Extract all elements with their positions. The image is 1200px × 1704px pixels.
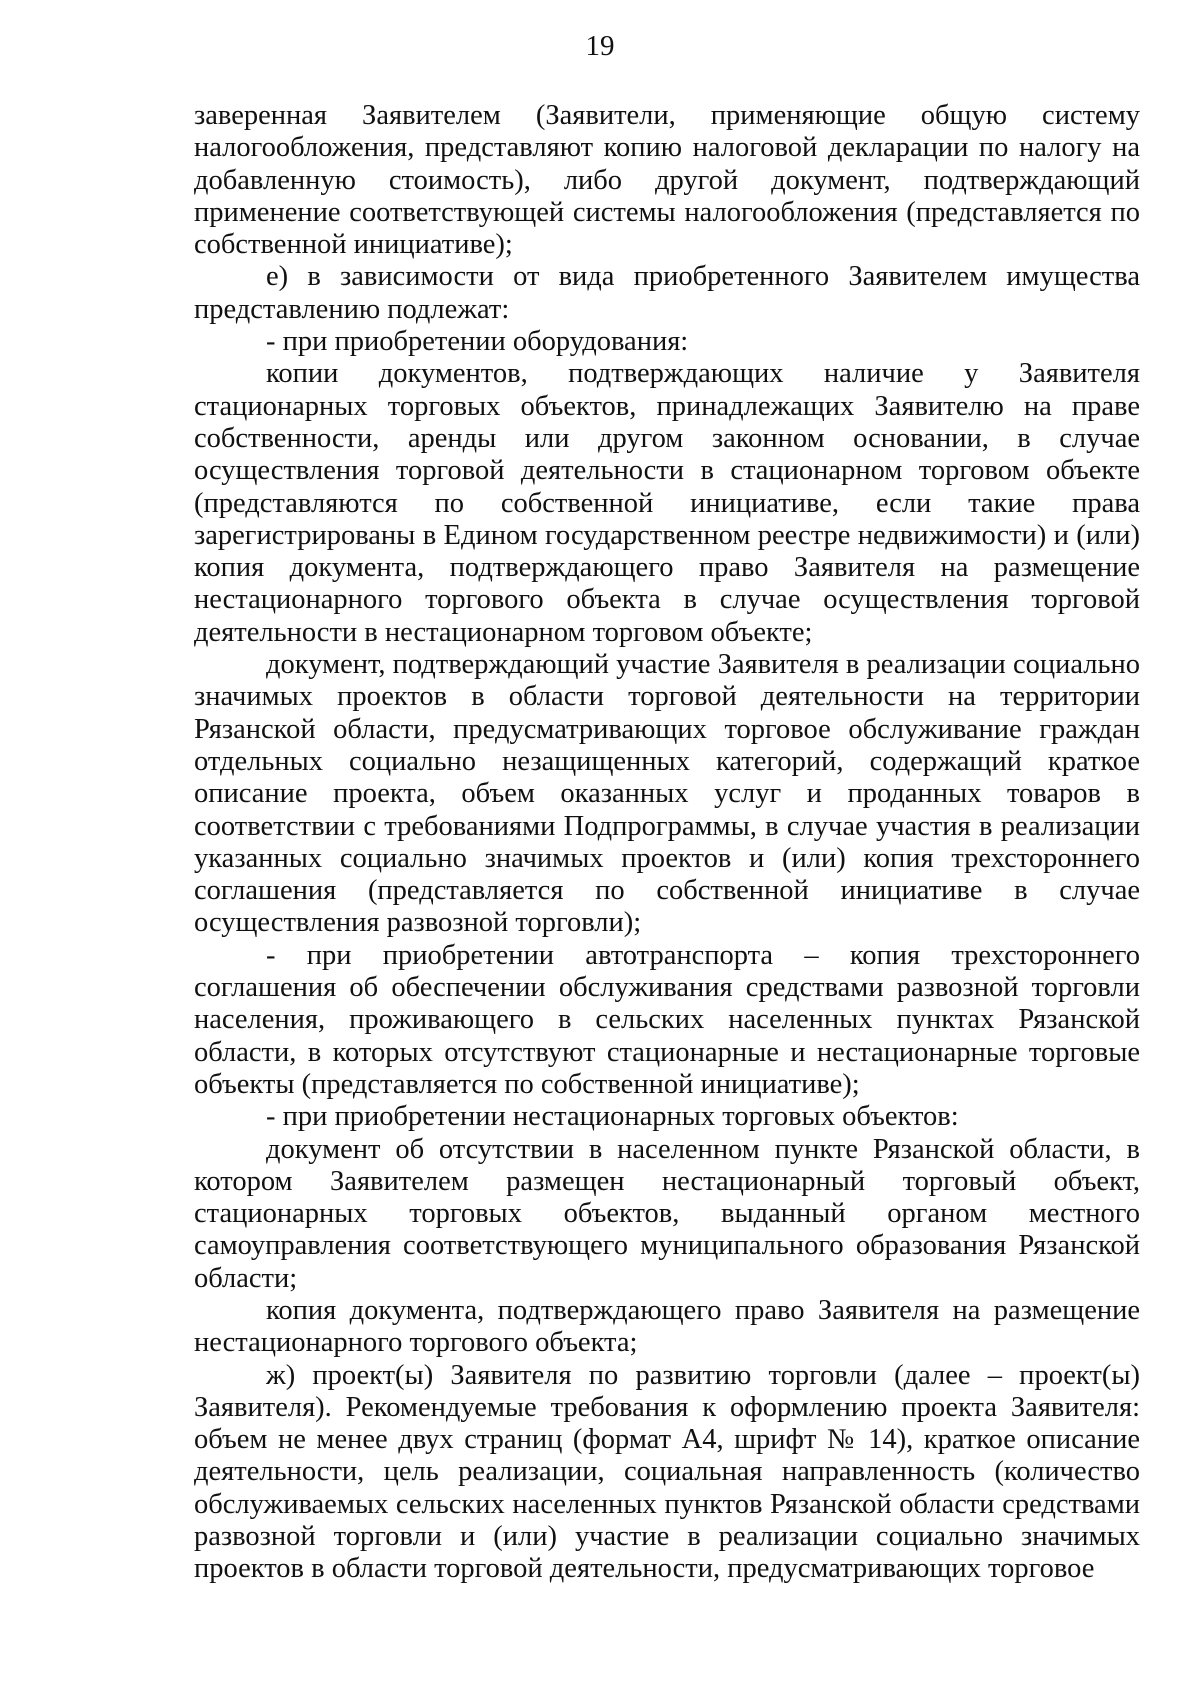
paragraph-vehicles: - при приобретении автотранспорта – копия трехстороннего соглашения об обеспечении обслуживания средствами развозной торговли населения, проживающего в сельских населенных пунктах Рязанской области, в которых отсутствуют стационарные и нестационарные торговые объекты (представляется по собственной инициативе); (194, 939, 1140, 1100)
page-number: 19 (585, 30, 615, 62)
paragraph-item-e: е) в зависимости от вида приобретенного Заявителем имущества представлению подлежат: (194, 261, 1140, 325)
paragraph-nonstationary-heading: - при приобретении нестационарных торговых объектов: (266, 1101, 959, 1133)
paragraph-social-projects: документ, подтверждающий участие Заявителя в реализации социально значимых проектов в области торговой деятельности на территории Рязанской области, предусматривающих торговое обслуживание граждан отдельных социально незащищенных категорий, содержащий краткое описание проекта, объем оказанных услуг и проданных товаров в соответствии с требованиями Подпрограммы, в случае участия в реализации указанных социально значимых проектов и (или) копия трехстороннего соглашения (представляется по собственной инициативе в случае осуществления развозной торговли); (194, 649, 1140, 939)
paragraph-placement-right-copy: копия документа, подтверждающего право Заявителя на размещение нестационарного торгового объекта; (194, 1294, 1140, 1359)
paragraph-equipment-documents: копии документов, подтверждающих наличие у Заявителя стационарных торговых объектов, принадлежащих Заявителю на праве собственности, аренды или другом законном основании, в случае осуществления торговой деятельности в стационарном торговом объекте (представляются по собственной инициативе, если такие права зарегистрированы в Едином государственном реестре недвижимости) и (или) копия документа, подтверждающего право Заявителя на размещение нестационарного торгового объекта в случае осуществления торговой деятельности в нестационарном торговом объекте; (194, 358, 1140, 648)
document-body (194, 100, 1140, 1586)
paragraph-absence-document: документ об отсутствии в населенном пункте Рязанской области, в котором Заявителем размещен нестационарный торговый объект, стационарных торговых объектов, выданный органом местного самоуправления соответствующего муниципального образования Рязанской области; (194, 1133, 1140, 1294)
paragraph-equipment-heading: - при приобретении оборудования: (266, 326, 689, 358)
paragraph-certified-copy: заверенная Заявителем (Заявители, применяющие общую систему налогообложения, представляют копию налоговой декларации по налогу на добавленную стоимость), либо другой документ, подтверждающий применение соответствующей системы налогообложения (представляется по собственной инициативе); (194, 100, 1140, 261)
paragraph-item-zh: ж) проект(ы) Заявителя по развитию торговли (далее – проект(ы) Заявителя). Рекомендуемые требования к оформлению проекта Заявителя: объем не менее двух страниц (формат А4, шрифт № 14), краткое описание деятельности, цель реализации, социальная направленность (количество обслуживаемых сельских населенных пунктов Рязанской области средствами развозной торговли и (или) участие в реализации социально значимых проектов в области торговой деятельности, предусматривающих торговое (194, 1359, 1140, 1585)
